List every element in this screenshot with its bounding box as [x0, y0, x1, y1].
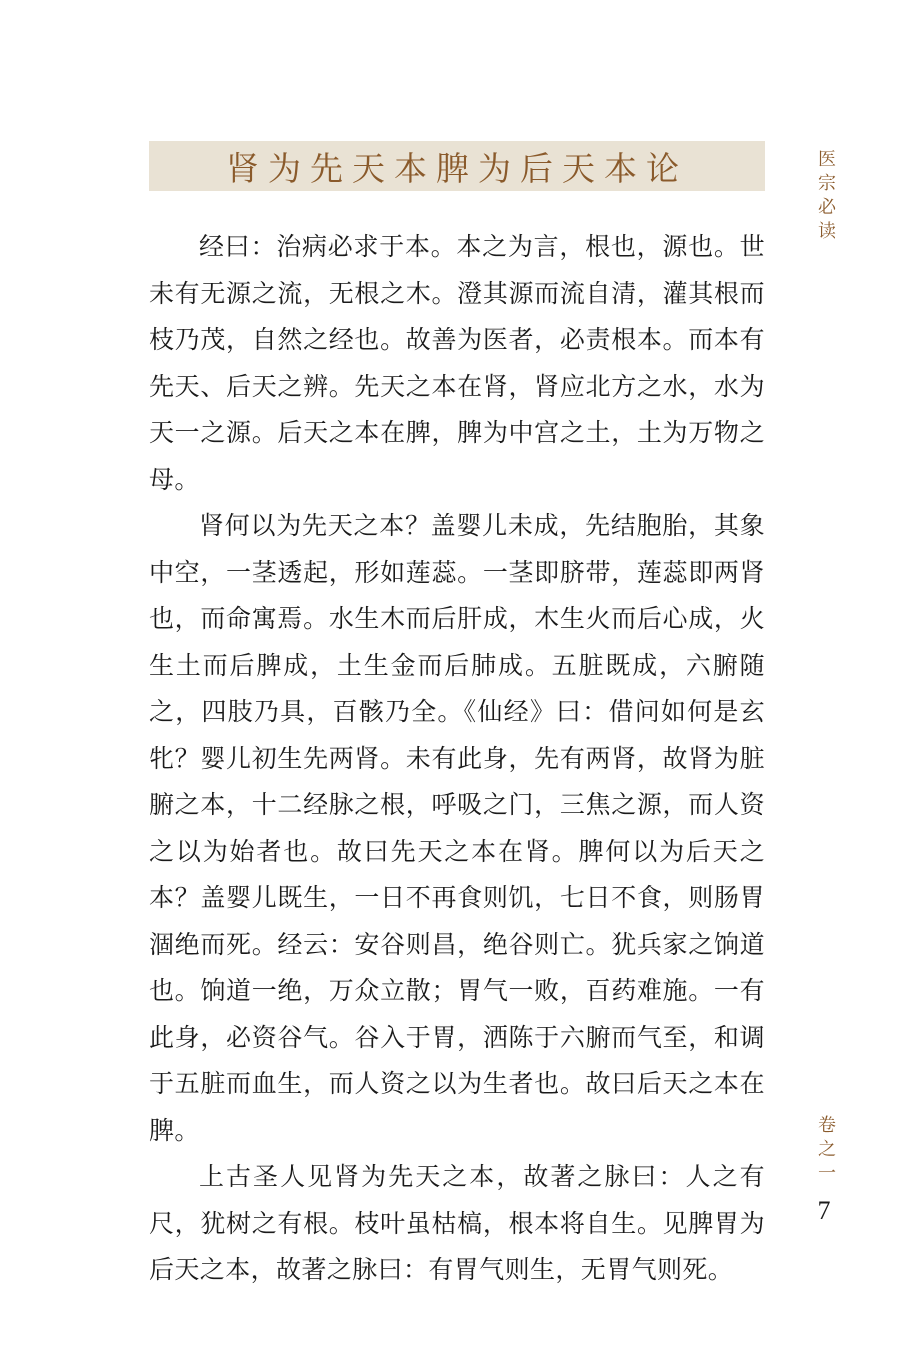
paragraph-2: 肾何以为先天之本？盖婴儿未成，先结胞胎，其象中空，一茎透起，形如莲蕊。一茎即脐带，莲蕊即两肾也，而命寓焉。水生木而后肝成，木生火而后心成，火生土而后脾成，土生金而后肺成。五脏既成，六腑随之，四肢乃具，百骸乃全。《仙经》曰：借问如何是玄牝？婴儿初生先两肾。未有此身，先有两肾，故肾为脏腑之本，十二经脉之根，呼吸之门，三焦之源，而人资之以为始者也。故曰先天之本在肾。脾何以为后天之本？盖婴儿既生，一日不再食则饥，七日不食，则肠胃涸绝而死。经云：安谷则昌，绝谷则亡。犹兵家之饷道也。饷道一绝，万众立散；胃气一败，百药难施。一有此身，必资谷气。谷入于胃，洒陈于六腑而气至，和调于五脏而血生，而人资之以为生者也。故曰后天之本在脾。 [149, 511, 765, 1145]
paragraph-3: 上古圣人见肾为先天之本，故著之脉曰：人之有尺，犹树之有根。枝叶虽枯槁，根本将自生。见脾胃为后天之本，故著之脉曰：有胃气则生，无胃气则死。 [149, 1162, 765, 1284]
chapter-title: 肾为先天本脾为后天本论 [226, 148, 688, 188]
running-head-book-title: 医宗必读 [815, 149, 836, 245]
running-head-volume: 卷之一 [815, 1115, 836, 1187]
chapter-title-banner [149, 141, 765, 191]
page-number: 7 [817, 1196, 831, 1225]
body-text [149, 224, 765, 1294]
paragraph-1: 经曰：治病必求于本。本之为言，根也，源也。世未有无源之流，无根之木。澄其源而流自清，灌其根而枝乃茂，自然之经也。故善为医者，必责根本。而本有先天、后天之辨。先天之本在肾，肾应北方之水，水为天一之源。后天之本在脾，脾为中宫之土，土为万物之母。 [149, 232, 765, 494]
